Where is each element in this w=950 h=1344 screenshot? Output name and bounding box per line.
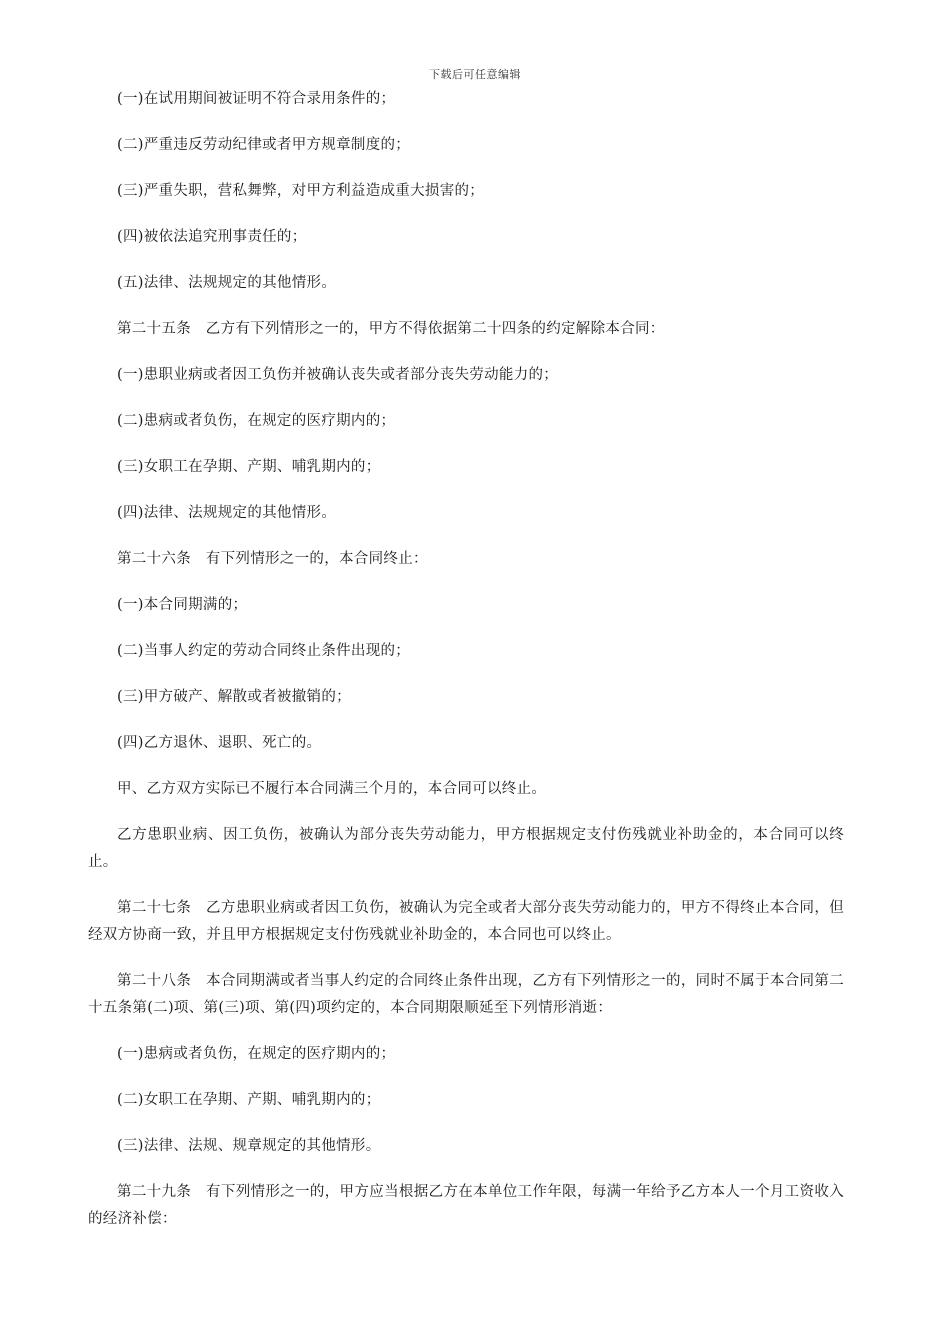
page-header-note: 下载后可任意编辑 [429,68,521,81]
clause-item: (一)本合同期满的； [117,597,248,613]
clause-item: (三)甲方破产、解散或者被撤销的； [117,689,351,705]
article-27: 第二十七条 乙方患职业病或者因工负伤，被确认为完全或者大部分丧失劳动能力的，甲方不得终止本合同，但经双方协商一致，并且甲方根据规定支付伤残就业补助金的，本合同也可以终止。 [88,900,844,943]
body-paragraph: 乙方患职业病、因工负伤，被确认为部分丧失劳动能力，甲方根据规定支付伤残就业补助金的，本合同可以终止。 [88,827,844,870]
clause-item: (二)患病或者负伤，在规定的医疗期内的； [117,413,396,429]
clause-item: (二)严重违反劳动纪律或者甲方规章制度的； [117,137,411,153]
clause-item: (四)乙方退休、退职、死亡的。 [117,735,322,751]
clause-item: (五)法律、法规规定的其他情形。 [117,275,337,291]
clause-item: (三)女职工在孕期、产期、哺乳期内的； [117,459,381,475]
body-paragraph: 甲、乙方双方实际已不履行本合同满三个月的，本合同可以终止。 [117,781,547,797]
clause-item: (一)患病或者负伤，在规定的医疗期内的； [117,1046,396,1062]
clause-item: (一)患职业病或者因工负伤并被确认丧失或者部分丧失劳动能力的； [117,367,559,383]
clause-item: (二)当事人约定的劳动合同终止条件出现的； [117,643,411,659]
clause-item: (二)女职工在孕期、产期、哺乳期内的； [117,1092,381,1108]
article-26: 第二十六条 有下列情形之一的，本合同终止： [117,551,428,567]
clause-item: (一)在试用期间被证明不符合录用条件的； [117,91,396,107]
clause-item: (三)严重失职，营私舞弊，对甲方利益造成重大损害的； [117,183,485,199]
clause-item: (三)法律、法规、规章规定的其他情形。 [117,1138,381,1154]
article-28: 第二十八条 本合同期满或者当事人约定的合同终止条件出现，乙方有下列情形之一的，同时不属于本合同第二十五条第(二)项、第(三)项、第(四)项约定的，本合同期限顺延至下列情形消逝： [88,973,844,1016]
article-29: 第二十九条 有下列情形之一的，甲方应当根据乙方在本单位工作年限，每满一年给予乙方本人一个月工资收入的经济补偿： [88,1184,844,1227]
document-body [88,86,844,1252]
clause-item: (四)被依法追究刑事责任的； [117,229,307,245]
article-25: 第二十五条 乙方有下列情形之一的，甲方不得依据第二十四条的约定解除本合同： [117,321,665,337]
clause-item: (四)法律、法规规定的其他情形。 [117,505,337,521]
